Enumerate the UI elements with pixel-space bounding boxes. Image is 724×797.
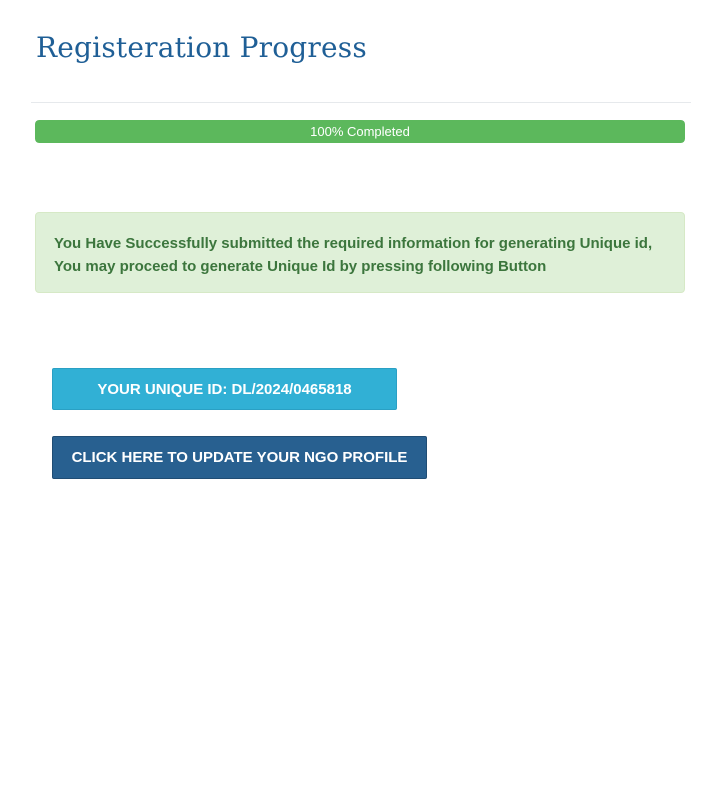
progress-bar xyxy=(35,120,685,143)
page-title: Registeration Progress xyxy=(36,31,367,64)
unique-id-button[interactable]: YOUR UNIQUE ID: DL/2024/0465818 xyxy=(52,368,397,410)
alert-message-line-1: You Have Successfully submitted the required information for generating Unique id, xyxy=(54,235,653,252)
title-divider xyxy=(31,102,691,103)
progress-bar-fill xyxy=(35,120,685,143)
update-ngo-profile-button[interactable]: CLICK HERE TO UPDATE YOUR NGO PROFILE xyxy=(52,436,427,479)
alert-message-line-2: You may proceed to generate Unique Id by pressing following Button xyxy=(54,258,547,275)
success-alert xyxy=(35,212,685,293)
progress-label: 100% Completed xyxy=(310,124,410,139)
